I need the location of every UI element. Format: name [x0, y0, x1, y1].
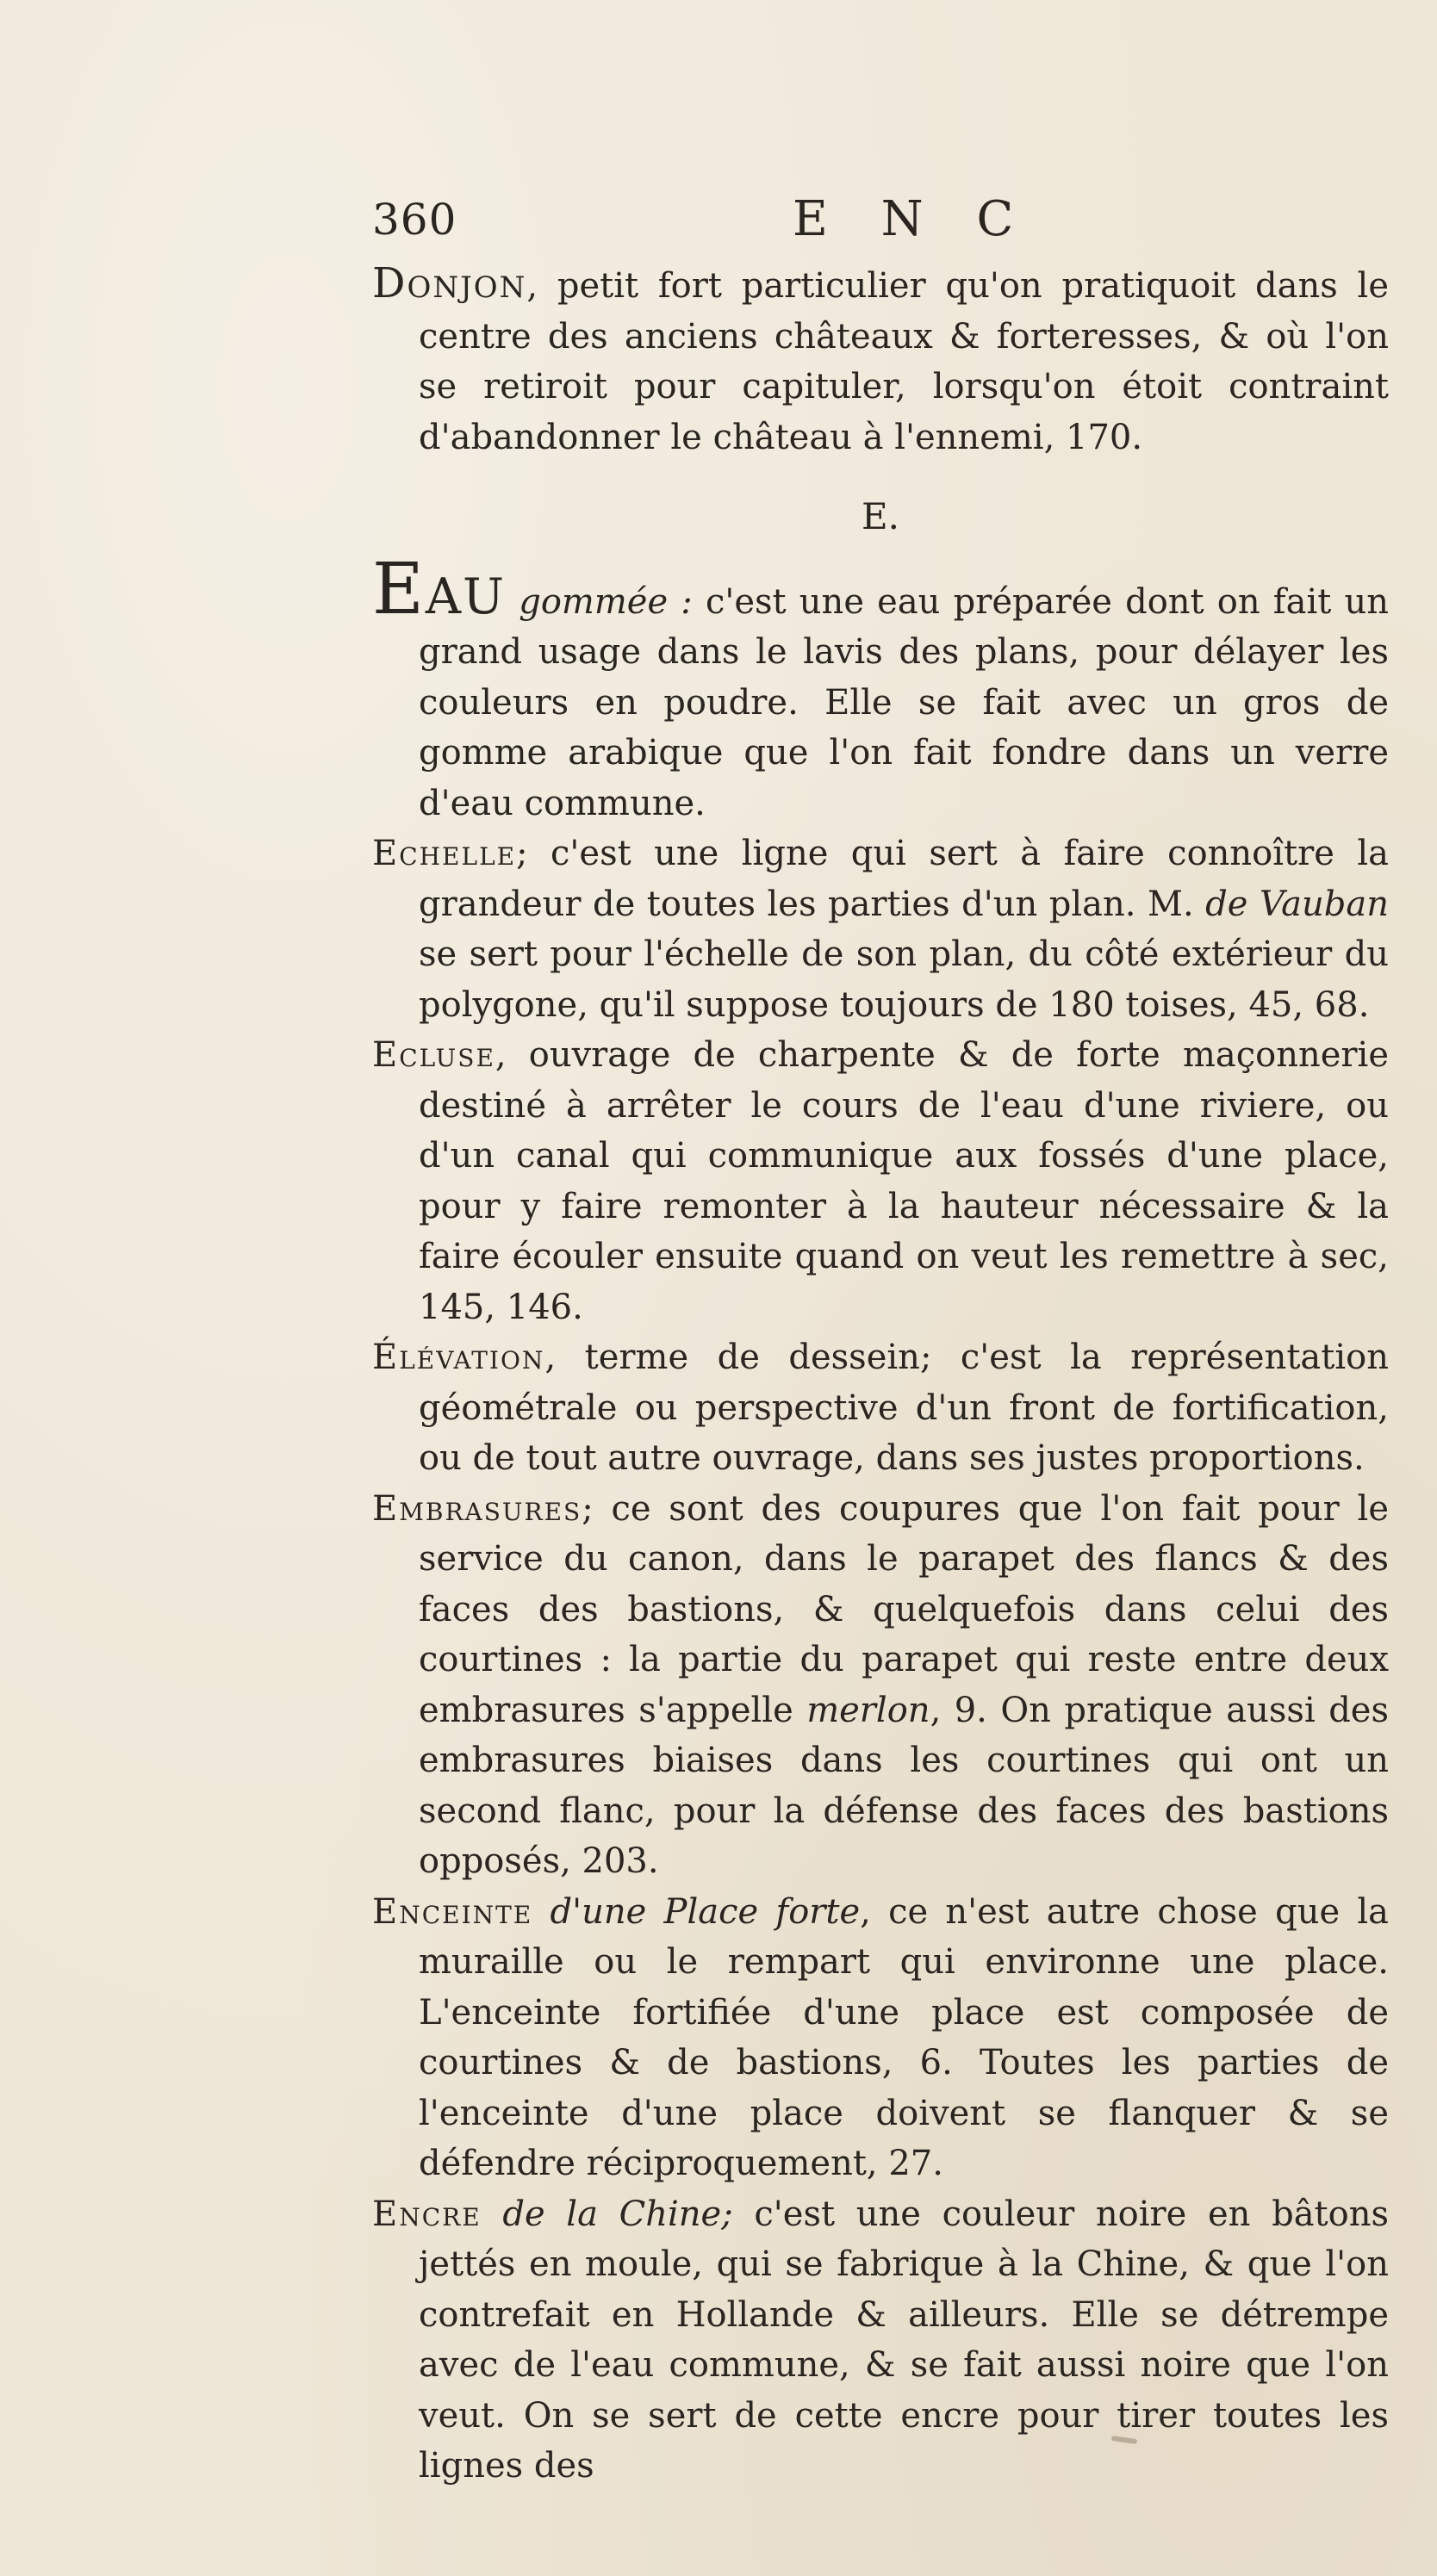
entry-head: Donjon: [372, 259, 527, 307]
entry-head-italic: de la Chine;: [502, 2194, 733, 2234]
entry-head: Encre: [372, 2194, 482, 2234]
entry-eau: [372, 548, 1389, 829]
entry-head: Élévation: [372, 1338, 545, 1377]
entry-italic: merlon: [806, 1690, 930, 1730]
entry-text: ; ce sont des coupures que l'on fait pour le service du canon, dans le parapet des flancs & des faces des bastions, & quelquefois dans celui des courtines : la partie du parapet qui reste entre deux embrasures s'appelle: [419, 1488, 1389, 1730]
entry-text-continued: se sert pour l'échelle de son plan, du côté extérieur du polygone, qu'il suppose toujours de 180 toises, 45, 68.: [419, 934, 1389, 1025]
entry-head-italic: gommée :: [519, 581, 693, 622]
page-content: [372, 258, 1389, 2492]
entry-head: Enceinte: [372, 1891, 533, 1932]
entry-text: , ce n'est autre chose que la muraille ou le rempart qui environne une place. L'enceinte fortifiée d'une place est composée de courtines & de bastions, 6. Toutes les parties de l'enceinte d'une place doivent se flanquer & se défendre réciproquement, 27.: [419, 1891, 1390, 2183]
entry-text: c'est une couleur noire en bâtons jettés en moule, qui se fabrique à la Chine, & que l'on contrefait en Hollande & ailleurs. Elle se détrempe avec de l'eau commune, & se fait aussi noire que l'on veut. On se sert de cette encre pour tirer toutes les lignes des: [419, 2194, 1390, 2486]
entry-text: ; c'est une ligne qui sert à faire connoître la grandeur de toutes les parties d'un plan. M.: [419, 834, 1389, 924]
entry-elevation: [372, 1332, 1389, 1484]
entry-head-italic: d'une Place forte: [550, 1891, 861, 1932]
entry-echelle: [372, 829, 1389, 1030]
entry-head: Eau: [372, 548, 507, 630]
entry-head: Ecluse: [372, 1035, 495, 1075]
entry-head: Echelle: [372, 834, 517, 873]
entry-text: c'est une eau préparée dont on fait un grand usage dans le lavis des plans, pour délayer les couleurs en poudre. Elle se fait avec un gros de gomme arabique que l'on fait fondre dans un verre d'eau commune.: [419, 581, 1389, 823]
entry-text: , petit fort particulier qu'on pratiquoit dans le centre des anciens châteaux & forteresses, & où l'on se retiroit pour capituler, lorsqu'on étoit contraint d'abandonner le château à l'ennemi, 170.: [419, 266, 1389, 457]
page-header: [372, 191, 1406, 251]
entry-enceinte: [372, 1887, 1389, 2189]
entry-italic: de Vauban: [1205, 884, 1389, 924]
entry-donjon: [372, 258, 1389, 462]
entry-text: , terme de dessein; c'est la représentation géométrale ou perspective d'un front de fortification, ou de tout autre ouvrage, dans ses justes proportions.: [419, 1338, 1389, 1478]
entry-ecluse: [372, 1030, 1389, 1332]
entry-text-continued: , 9. On pratique aussi des embrasures biaises dans les courtines qui ont un second flanc, pour la défense des faces des bastions opposés, 203.: [419, 1690, 1389, 1881]
section-letter: E.: [861, 495, 899, 537]
entry-embrasures: [372, 1484, 1389, 1887]
page-number: 360: [372, 195, 457, 245]
entry-text: , ouvrage de charpente & de forte maçonnerie destiné à arrêter le cours de l'eau d'une riviere, ou d'un canal qui communique aux fossés d'une place, pour y faire remonter à la hauteur nécessaire & la faire écouler ensuite quand on veut les remettre à sec, 145, 146.: [419, 1035, 1389, 1327]
running-head: E N C: [793, 191, 1033, 247]
entry-encre: [372, 2189, 1389, 2492]
entry-head: Embrasures: [372, 1488, 582, 1529]
